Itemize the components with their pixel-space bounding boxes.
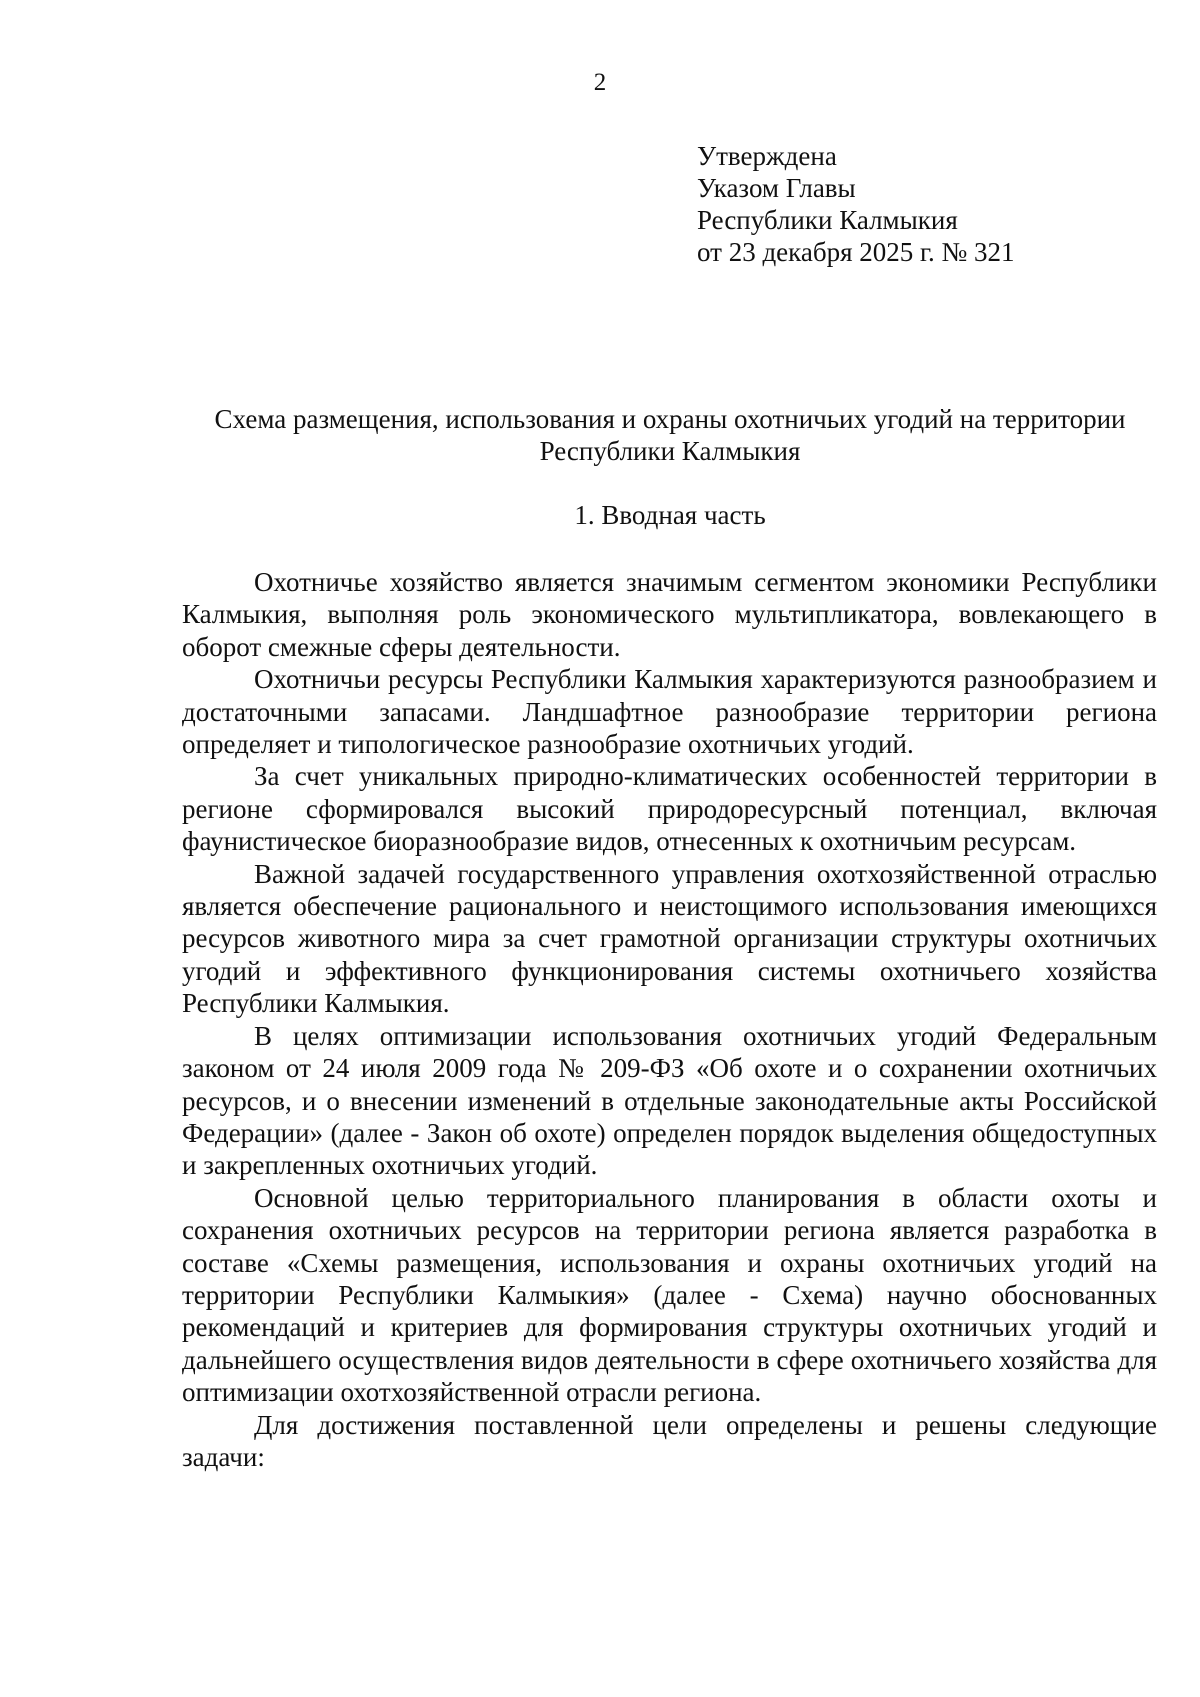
approval-line-approved: Утверждена bbox=[697, 141, 837, 171]
approval-line-date-number: от 23 декабря 2025 г. № 321 bbox=[697, 237, 1015, 267]
document-title-line-1: Схема размещения, использования и охраны охотничьих угодий на территории bbox=[214, 404, 1126, 434]
paragraph: Охотничьи ресурсы Республики Калмыкия характеризуются разнообразием и достаточными запасами. Ландшафтное разнообразие территории региона определяет и типологическое разнообразие охотничьих угодий. bbox=[182, 664, 1157, 760]
paragraph: Важной задачей государственного управления охотхозяйственной отраслью является обеспечение рационального и неистощимого использования имеющихся ресурсов животного мира за счет грамотной организации структуры охотничьих угодий и эффективного функционирования системы охотничьего хозяйства Республики Калмыкия. bbox=[182, 858, 1157, 1019]
paragraph: Для достижения поставленной цели определены и решены следующие задачи: bbox=[182, 1409, 1157, 1472]
document-title-line-2: Республики Калмыкия bbox=[539, 436, 801, 466]
approval-line-republic: Республики Калмыкия bbox=[697, 205, 958, 235]
section-heading: 1. Вводная часть bbox=[574, 500, 766, 530]
body-text bbox=[182, 566, 1157, 1473]
paragraph: Основной целью территориального планирования в области охоты и сохранения охотничьих ресурсов на территории региона является разработка в составе «Схемы размещения, использования и охраны охотничьих угодий на территории Республики Калмыкия» (далее - Схема) научно обоснованных рекомендаций и критериев для формирования структуры охотничьих угодий и дальнейшего осуществления видов деятельности в сфере охотничьего хозяйства для оптимизации охотхозяйственной отрасли региона. bbox=[182, 1182, 1157, 1408]
document-title bbox=[150, 403, 1190, 467]
approval-stamp bbox=[697, 140, 1157, 268]
paragraph: В целях оптимизации использования охотничьих угодий Федеральным законом от 24 июля 2009 года № 209-ФЗ «Об охоте и о сохранении охотничьих ресурсов, и о внесении изменений в отдельные законодательные акты Российской Федерации» (далее - Закон об охоте) определен порядок выделения общедоступных и закрепленных охотничьих угодий. bbox=[182, 1020, 1157, 1181]
paragraph: Охотничье хозяйство является значимым сегментом экономики Республики Калмыкия, выполняя роль экономического мультипликатора, вовлекающего в оборот смежные сферы деятельности. bbox=[182, 567, 1157, 662]
page-number: 2 bbox=[593, 69, 607, 96]
approval-line-decree: Указом Главы bbox=[697, 173, 856, 203]
paragraph: За счет уникальных природно-климатических особенностей территории в регионе сформировался высокий природоресурсный потенциал, включая фаунистическое биоразнообразие видов, отнесенных к охотничьим ресурсам. bbox=[182, 761, 1157, 857]
